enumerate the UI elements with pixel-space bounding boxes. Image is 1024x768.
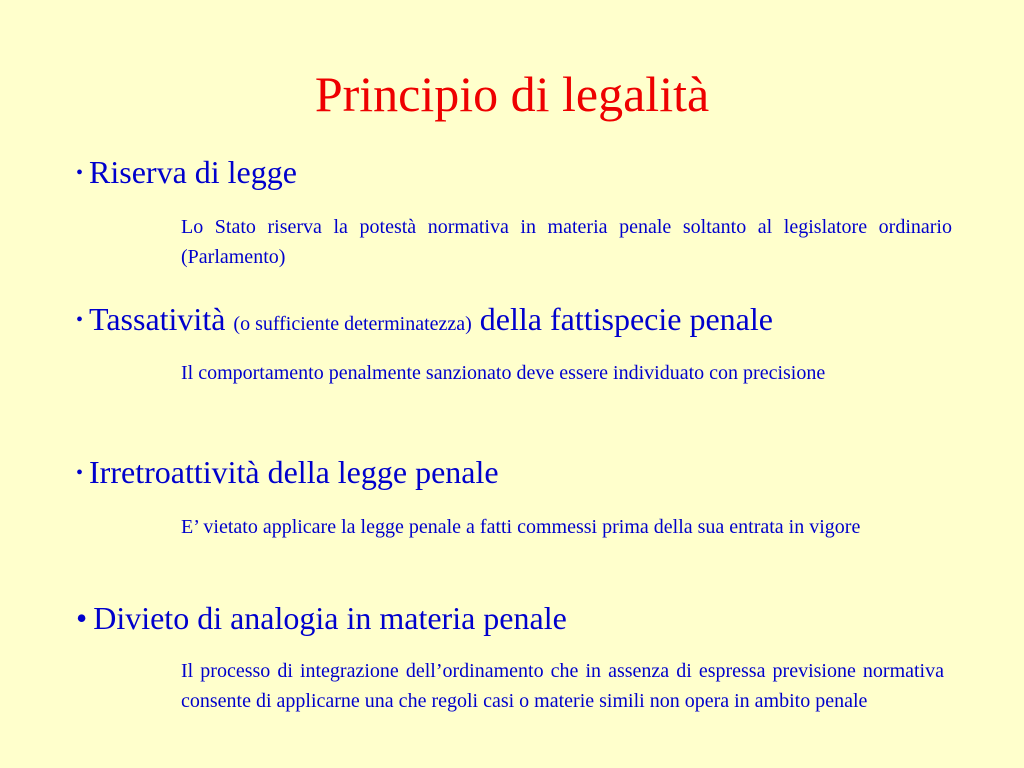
bullet-heading-rest: della fattispecie penale bbox=[479, 301, 773, 337]
bullet-dot-icon: • bbox=[76, 309, 84, 331]
bullet-irretroattivita bbox=[76, 452, 499, 493]
description-riserva-di-legge: Lo Stato riserva la potestà normativa in materia penale soltanto al legislatore ordinario (Parlamento) bbox=[181, 216, 952, 268]
bullet-heading-note: (o sufficiente determinatezza) bbox=[233, 313, 472, 335]
bullet-heading: Irretroattività della legge penale bbox=[89, 454, 499, 490]
bullet-heading: Riserva di legge bbox=[89, 154, 297, 190]
bullet-tassativita bbox=[76, 299, 773, 344]
bullet-riserva-di-legge bbox=[76, 152, 297, 193]
slide-title: Principio di legalità bbox=[314, 66, 710, 122]
bullet-heading: Divieto di analogia in materia penale bbox=[93, 600, 567, 636]
bullet-heading-main: Tassatività bbox=[89, 301, 226, 337]
bullet-dot-icon: • bbox=[76, 162, 84, 184]
description-tassativita: Il comportamento penalmente sanzionato deve essere individuato con precisione bbox=[181, 362, 826, 384]
bullet-dot-icon: • bbox=[76, 462, 84, 484]
bullet-dot-icon: • bbox=[76, 600, 88, 636]
description-irretroattivita: E’ vietato applicare la legge penale a fatti commessi prima della sua entrata in vigore bbox=[181, 516, 861, 538]
description-divieto-di-analogia: Il processo di integrazione dell’ordinamento che in assenza di espressa previsione normativa consente di applicarne una che regoli casi o materie simili non opera in ambito penale bbox=[181, 660, 944, 712]
bullet-divieto-di-analogia bbox=[76, 598, 567, 638]
